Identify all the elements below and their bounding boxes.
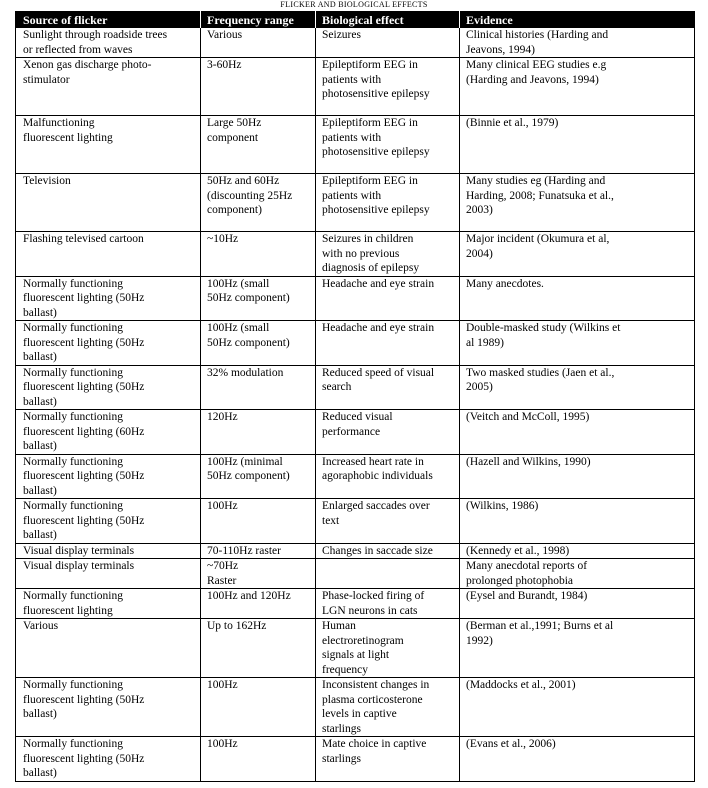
cell-frequency: 70-110Hz raster [201, 543, 316, 559]
cell-evidence: Many anecdotal reports of prolonged photophobia [460, 559, 695, 589]
cell-frequency: 100Hz [201, 499, 316, 544]
cell-frequency: Various [201, 28, 316, 58]
cell-evidence: Many clinical EEG studies e.g (Harding and Jeavons, 1994) [460, 58, 695, 116]
cell-evidence: (Maddocks et al., 2001) [460, 678, 695, 737]
cell-effect: Mate choice in captive starlings [316, 737, 460, 782]
cell-source: Sunlight through roadside trees or reflected from waves [16, 28, 201, 58]
table-row [16, 678, 695, 737]
cell-effect: Reduced visual performance [316, 410, 460, 455]
cell-source: Visual display terminals [16, 559, 201, 589]
table-caption: FLICKER AND BIOLOGICAL EFFECTS [280, 0, 428, 9]
table-row [16, 454, 695, 499]
cell-frequency: 32% modulation [201, 365, 316, 410]
cell-frequency: 100Hz [201, 737, 316, 782]
flicker-table [15, 11, 695, 782]
cell-source: Visual display terminals [16, 543, 201, 559]
cell-source: Normally functioning fluorescent lighting (60Hz ballast) [16, 410, 201, 455]
cell-evidence: (Berman et al.,1991; Burns et al 1992) [460, 619, 695, 678]
table-row [16, 410, 695, 455]
cell-effect: Reduced speed of visual search [316, 365, 460, 410]
header-frequency: Frequency range [201, 11, 316, 28]
cell-evidence: (Hazell and Wilkins, 1990) [460, 454, 695, 499]
cell-evidence: Many studies eg (Harding and Harding, 2008; Funatsuka et al., 2003) [460, 174, 695, 232]
cell-frequency: 3-60Hz [201, 58, 316, 116]
cell-frequency: 100Hz (small 50Hz component) [201, 321, 316, 366]
cell-evidence: (Kennedy et al., 1998) [460, 543, 695, 559]
cell-source: Normally functioning fluorescent lighting (50Hz ballast) [16, 321, 201, 366]
cell-evidence: (Eysel and Burandt, 1984) [460, 589, 695, 619]
cell-effect: Phase-locked firing of LGN neurons in cats [316, 589, 460, 619]
cell-source: Normally functioning fluorescent lighting (50Hz ballast) [16, 454, 201, 499]
cell-effect: Seizures [316, 28, 460, 58]
cell-source: Television [16, 174, 201, 232]
cell-source: Various [16, 619, 201, 678]
cell-effect: Increased heart rate in agoraphobic individuals [316, 454, 460, 499]
cell-source: Normally functioning fluorescent lighting (50Hz ballast) [16, 276, 201, 321]
table-row [16, 589, 695, 619]
header-evidence: Evidence [460, 11, 695, 28]
cell-evidence: (Binnie et al., 1979) [460, 116, 695, 174]
table-row [16, 321, 695, 366]
cell-effect: Headache and eye strain [316, 321, 460, 366]
cell-frequency: 100Hz [201, 678, 316, 737]
cell-source: Xenon gas discharge photo- stimulator [16, 58, 201, 116]
table-row [16, 499, 695, 544]
cell-evidence: (Evans et al., 2006) [460, 737, 695, 782]
table-row [16, 365, 695, 410]
header-effect: Biological effect [316, 11, 460, 28]
cell-effect: Epileptiform EEG in patients with photosensitive epilepsy [316, 58, 460, 116]
table-row [16, 737, 695, 782]
table-row [16, 559, 695, 589]
cell-frequency: 100Hz (small 50Hz component) [201, 276, 316, 321]
cell-evidence: (Wilkins, 1986) [460, 499, 695, 544]
cell-source: Normally functioning fluorescent lighting (50Hz ballast) [16, 737, 201, 782]
cell-evidence: (Veitch and McColl, 1995) [460, 410, 695, 455]
table-row [16, 58, 695, 116]
table-row [16, 116, 695, 174]
table-row [16, 28, 695, 58]
cell-evidence: Two masked studies (Jaen et al., 2005) [460, 365, 695, 410]
cell-frequency: 100Hz (minimal 50Hz component) [201, 454, 316, 499]
header-source: Source of flicker [16, 11, 201, 28]
cell-frequency: ~10Hz [201, 232, 316, 277]
cell-effect: Changes in saccade size [316, 543, 460, 559]
table-row [16, 232, 695, 277]
cell-frequency: 120Hz [201, 410, 316, 455]
cell-frequency: Up to 162Hz [201, 619, 316, 678]
cell-evidence: Many anecdotes. [460, 276, 695, 321]
cell-effect: Seizures in children with no previous diagnosis of epilepsy [316, 232, 460, 277]
cell-effect [316, 559, 460, 589]
header-row [16, 11, 695, 28]
cell-frequency: Large 50Hz component [201, 116, 316, 174]
cell-source: Normally functioning fluorescent lighting (50Hz ballast) [16, 365, 201, 410]
table-row [16, 619, 695, 678]
cell-effect: Headache and eye strain [316, 276, 460, 321]
cell-source: Normally functioning fluorescent lighting (50Hz ballast) [16, 499, 201, 544]
table-row [16, 276, 695, 321]
cell-evidence: Clinical histories (Harding and Jeavons, 1994) [460, 28, 695, 58]
cell-effect: Inconsistent changes in plasma corticosterone levels in captive starlings [316, 678, 460, 737]
cell-source: Flashing televised cartoon [16, 232, 201, 277]
cell-frequency: 50Hz and 60Hz (discounting 25Hz component) [201, 174, 316, 232]
cell-frequency: ~70Hz Raster [201, 559, 316, 589]
table-body [16, 28, 695, 782]
cell-source: Normally functioning fluorescent lighting (50Hz ballast) [16, 678, 201, 737]
cell-frequency: 100Hz and 120Hz [201, 589, 316, 619]
cell-effect: Human electroretinogram signals at light frequency [316, 619, 460, 678]
cell-source: Normally functioning fluorescent lighting [16, 589, 201, 619]
table-row [16, 543, 695, 559]
cell-effect: Enlarged saccades over text [316, 499, 460, 544]
cell-evidence: Double-masked study (Wilkins et al 1989) [460, 321, 695, 366]
table-row [16, 174, 695, 232]
cell-evidence: Major incident (Okumura et al, 2004) [460, 232, 695, 277]
cell-effect: Epileptiform EEG in patients with photosensitive epilepsy [316, 116, 460, 174]
cell-source: Malfunctioning fluorescent lighting [16, 116, 201, 174]
cell-effect: Epileptiform EEG in patients with photosensitive epilepsy [316, 174, 460, 232]
